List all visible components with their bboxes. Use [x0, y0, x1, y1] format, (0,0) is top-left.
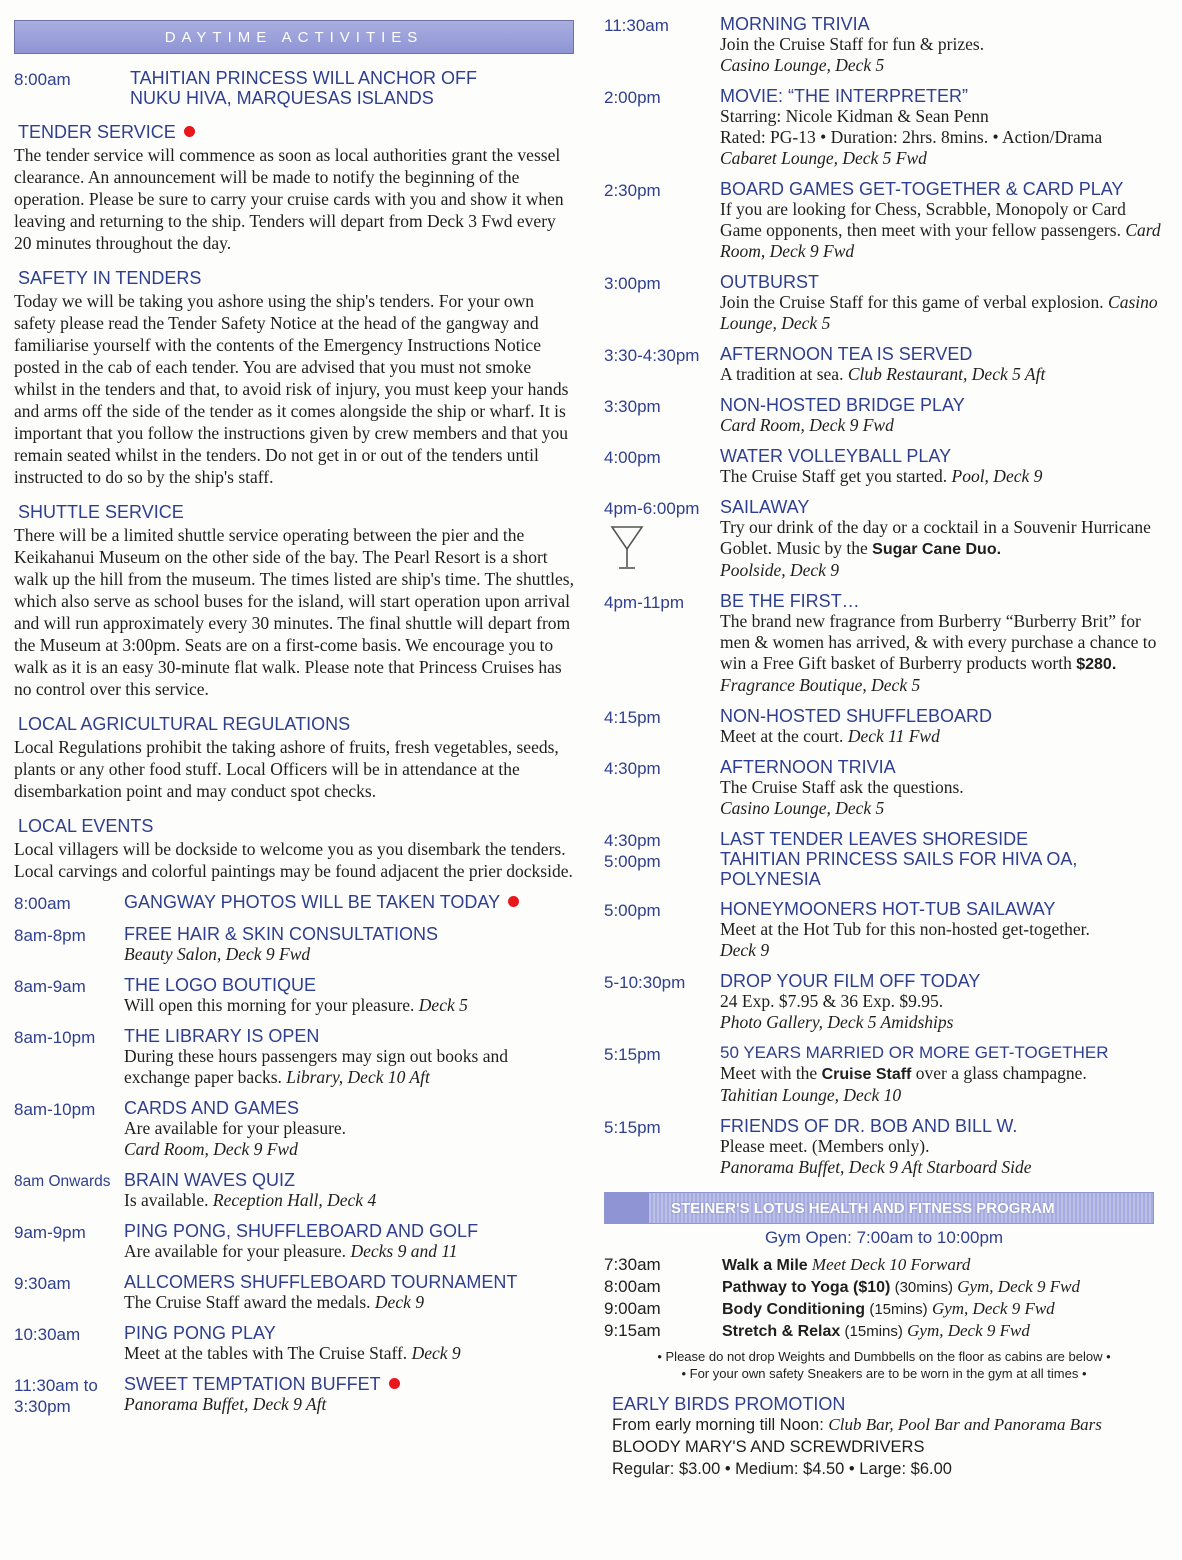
event-title: ALLCOMERS SHUFFLEBOARD TOURNAMENT [124, 1272, 518, 1292]
event-location: Card Room, Deck 9 Fwd [124, 1139, 298, 1159]
fitness-location: Meet Deck 10 Forward [811, 1255, 971, 1274]
event-time: 3:30pm [604, 397, 661, 416]
right-event-list [604, 14, 1164, 1178]
event-item [604, 591, 1164, 696]
event-item [14, 1026, 574, 1088]
event-desc: The Cruise Staff ask the questions. [720, 777, 964, 797]
event-time: 5-10:30pm [604, 973, 686, 992]
fitness-duration: (15mins) [844, 1323, 903, 1340]
event-time: 8:00am [14, 70, 71, 89]
section-title: LOCAL EVENTS [18, 816, 154, 836]
event-item [604, 179, 1164, 262]
fitness-time: 9:15am [604, 1321, 661, 1340]
fitness-time: 9:00am [604, 1299, 661, 1318]
event-desc: Meet at the court. [720, 726, 844, 746]
event-item [604, 272, 1164, 334]
event-title: MORNING TRIVIA [720, 14, 870, 34]
section-text: The tender service will commence as soon as local authorities grant the vessel clearance. An announcement will be made to notify the beginning of the operation. Please be sure to carry your cruise cards with you and show it when leaving and returning to the ship. Tenders will depart from Deck 3 Fwd every 20 minutes throughout the day. [14, 145, 564, 253]
event-time: 5:00pm [604, 852, 661, 871]
fitness-duration: (15mins) [869, 1301, 928, 1318]
event-location: Card Room, Deck 9 Fwd [720, 415, 894, 435]
event-title: THE LIBRARY IS OPEN [124, 1026, 320, 1046]
event-location: Decks 9 and 11 [350, 1241, 458, 1261]
event-item [604, 14, 1164, 76]
event-time: 5:00pm [604, 901, 661, 920]
event-title: AFTERNOON TEA IS SERVED [720, 344, 973, 364]
event-time: 9:30am [14, 1274, 71, 1293]
event-title: AFTERNOON TRIVIA [720, 757, 896, 777]
event-time: 3:00pm [604, 274, 661, 293]
event-time: 4pm-11pm [604, 593, 684, 612]
event-title: HONEYMOONERS HOT-TUB SAILAWAY [720, 899, 1056, 919]
event-title: SAILAWAY [720, 497, 810, 517]
event-location: Panorama Buffet, Deck 9 Aft Starboard Side [720, 1157, 1032, 1177]
event-time: 11:30am [604, 16, 669, 35]
event-title: FREE HAIR & SKIN CONSULTATIONS [124, 924, 439, 944]
event-time: 3:30-4:30pm [604, 346, 700, 365]
event-desc: Join the Cruise Staff for this game of verbal explosion. [720, 292, 1104, 312]
section-title: TENDER SERVICE [18, 122, 176, 142]
event-item [14, 975, 574, 1016]
event-title: GANGWAY PHOTOS WILL BE TAKEN TODAY [124, 892, 501, 912]
event-time: 4:30pm [604, 759, 661, 778]
event-desc: A tradition at sea. [720, 364, 844, 384]
event-location: Panorama Buffet, Deck 9 Aft [124, 1394, 327, 1414]
event-item [604, 757, 1164, 819]
event-time: 8am-8pm [14, 926, 86, 945]
event-location: Reception Hall, Deck 4 [212, 1190, 377, 1210]
event-title: NON-HOSTED SHUFFLEBOARD [720, 706, 993, 726]
left-event-list [14, 892, 574, 1417]
info-section [14, 714, 574, 802]
event-item [604, 395, 1164, 436]
section-text: Local villagers will be dockside to welcome you as you disembark the tenders. Local carvings and colorful paintings may be found adjacent the prier dockside. [14, 839, 573, 881]
event-desc: Join the Cruise Staff for fun & prizes. [720, 34, 985, 54]
event-time: 8am-10pm [14, 1100, 96, 1119]
event-title: DROP YOUR FILM OFF TODAY [720, 971, 981, 991]
event-title: LAST TENDER LEAVES SHORESIDE [720, 829, 1029, 849]
event-time: 2:30pm [604, 181, 661, 200]
event-desc: Starring: Nicole Kidman & Sean Penn [720, 106, 989, 126]
event-desc: During these hours passengers may sign out books and exchange paper backs. [124, 1046, 508, 1087]
event-title: OUTBURST [720, 272, 819, 292]
event-time: 8am-9am [14, 977, 86, 996]
promo-title: EARLY BIRDS PROMOTION [612, 1394, 846, 1414]
section-text: There will be a limited shuttle service operating between the pier and the Keikahanui Museum on the other side of the bay. The Pearl Resort is a short walk up the hill from the museum. The times listed are ship's time. The shuttles, which also serve as school buses for the island, will start operation upon arrival and will run approximately every 30 minutes. The final shuttle will depart from the Museum at 3:00pm. Seats are on a first-come basis. We encourage you to walk as it is an easy 30-minute flat walk. Please note that Princess Cruises has no control over this service. [14, 525, 574, 699]
event-time: 4:15pm [604, 708, 661, 727]
event-location: Cabaret Lounge, Deck 5 Fwd [720, 148, 927, 168]
event-time: 10:30am [14, 1325, 81, 1344]
event-location: Tahitian Lounge, Deck 10 [720, 1085, 902, 1105]
event-item [14, 1098, 574, 1160]
event-item [604, 446, 1164, 487]
event-title: FRIENDS OF DR. BOB AND BILL W. [720, 1116, 1018, 1136]
event-desc: Is available. [124, 1190, 209, 1210]
event-time: 5:15pm [604, 1118, 661, 1137]
event-location: Library, Deck 10 Aft [286, 1067, 430, 1087]
daytime-activities-banner [14, 20, 574, 54]
fitness-location: Gym, Deck 9 Fwd [957, 1277, 1080, 1296]
event-item [14, 1374, 574, 1417]
info-section [14, 502, 574, 700]
event-desc: Will open this morning for your pleasure. [124, 995, 415, 1015]
event-location: Poolside, Deck 9 [720, 560, 840, 580]
event-item [604, 1043, 1164, 1106]
fitness-banner [604, 1192, 1154, 1224]
fitness-location: Gym, Deck 9 Fwd [931, 1299, 1055, 1318]
fitness-duration: (30mins) [894, 1279, 953, 1296]
event-highlight: Sugar Cane Duo. [872, 541, 1002, 558]
fitness-row [604, 1298, 1164, 1320]
banner-stripe [605, 1193, 649, 1223]
promo-prices: Regular: $3.00 • Medium: $4.50 • Large: $6.00 [612, 1460, 952, 1478]
fitness-class: Walk a Mile [722, 1257, 808, 1274]
event-title: BRAIN WAVES QUIZ [124, 1170, 296, 1190]
event-time: 8:00am [14, 894, 71, 913]
event-desc: Meet at the tables with The Cruise Staff. [124, 1343, 408, 1363]
event-location: Deck 11 Fwd [847, 726, 940, 746]
event-time: 8am Onwards [14, 1173, 111, 1190]
event-rating: Rated: PG-13 • Duration: 2hrs. 8mins. • Action/Drama [720, 127, 1103, 147]
event-location: Pool, Deck 9 [951, 466, 1043, 486]
event-highlight: $280. [1076, 656, 1117, 673]
left-column [14, 0, 574, 1417]
anchor-event [14, 68, 574, 108]
event-location: Deck 9 [374, 1292, 424, 1312]
event-item [604, 497, 1164, 581]
section-title: SHUTTLE SERVICE [18, 502, 184, 522]
fitness-row [604, 1254, 1164, 1276]
event-desc: Try our drink of the day or a cocktail in a Souvenir Hurricane Goblet. Music by the [720, 517, 1151, 558]
gym-note: • Please do not drop Weights and Dumbbells on the floor as cabins are below • [657, 1349, 1111, 1364]
event-time: 5:15pm [604, 1045, 661, 1064]
event-location: Casino Lounge, Deck 5 [720, 798, 885, 818]
event-item [14, 1323, 574, 1364]
promo-section [612, 1394, 1164, 1480]
event-item [604, 829, 1164, 889]
fitness-location: Gym, Deck 9 Fwd [907, 1321, 1030, 1340]
banner-label: DAYTIME ACTIVITIES [164, 28, 424, 46]
gym-hours: Gym Open: 7:00am to 10:00pm [764, 1228, 1004, 1247]
info-section [14, 122, 574, 254]
event-location: Photo Gallery, Deck 5 Amidships [720, 1012, 954, 1032]
event-item [604, 971, 1164, 1033]
event-location: Deck 5 [418, 995, 468, 1015]
event-title: THE LOGO BOUTIQUE [124, 975, 317, 995]
event-item [14, 892, 574, 914]
event-item [14, 1170, 574, 1211]
event-location: Casino Lounge, Deck 5 [720, 292, 1158, 333]
event-time: 11:30am to 3:30pm [14, 1376, 98, 1416]
event-location: Fragrance Boutique, Deck 5 [720, 675, 921, 695]
section-title: LOCAL AGRICULTURAL REGULATIONS [18, 714, 351, 734]
fitness-time: 8:00am [604, 1277, 661, 1296]
event-title: PING PONG, SHUFFLEBOARD AND GOLF [124, 1221, 479, 1241]
event-time: 8am-10pm [14, 1028, 96, 1047]
fitness-banner-label: STEINER'S LOTUS HEALTH AND FITNESS PROGRAM [671, 1199, 1055, 1217]
cocktail-glass-icon [610, 523, 644, 573]
event-desc: Are available for your pleasure. [124, 1241, 347, 1261]
event-title: WATER VOLLEYBALL PLAY [720, 446, 952, 466]
event-title: TAHITIAN PRINCESS SAILS FOR HIVA OA, POLYNESIA [720, 849, 1078, 889]
event-desc: If you are looking for Chess, Scrabble, Monopoly or Card Game opponents, then meet with your fellow passengers. [720, 199, 1126, 240]
event-location: Deck 9 [720, 940, 770, 960]
gym-note: • For your own safety Sneakers are to be worn in the gym at all times • [681, 1366, 1087, 1381]
event-title: BE THE FIRST… [720, 591, 860, 611]
event-desc-tail: over a glass champagne. [915, 1063, 1087, 1083]
fitness-class: Stretch & Relax [722, 1323, 841, 1340]
fitness-row [604, 1276, 1164, 1298]
event-highlight: Cruise Staff [821, 1066, 912, 1083]
fitness-class: Pathway to Yoga ($10) [722, 1279, 891, 1296]
red-dot-icon [389, 1378, 400, 1389]
event-item [14, 1221, 574, 1262]
event-desc: The brand new fragrance from Burberry “Burberry Brit” for men & women has arrived, & with every purchase a chance to win a Free Gift basket of Burberry products worth [720, 611, 1157, 673]
event-desc: Meet with the [720, 1063, 818, 1083]
event-desc: The Cruise Staff award the medals. [124, 1292, 371, 1312]
event-item [604, 1116, 1164, 1178]
event-desc: 24 Exp. $7.95 & 36 Exp. $9.95. [720, 991, 944, 1011]
event-title: MOVIE: “THE INTERPRETER” [720, 86, 969, 106]
event-title: CARDS AND GAMES [124, 1098, 300, 1118]
event-item [604, 899, 1164, 961]
event-item [14, 924, 574, 965]
event-time: 4:30pm [604, 831, 661, 850]
fitness-class: Body Conditioning [722, 1301, 866, 1318]
section-text: Today we will be taking you ashore using the ship's tenders. For your own safety please read the Tender Safety Notice at the head of the gangway and familiarise yourself with the contents of the Emergency Instructions Notice posted in the cab of each tender. You are advised that you must not smoke whilst in the tenders and that, to avoid risk of injury, you must keep your hands and arms off the side of the tender as it comes alongside the ship or wharf. It is important that you follow the instructions given by crew members and that you remain seated whilst in the tenders. Do not get in or out of the tenders until instructed to do so by the ship's staff. [14, 291, 569, 487]
promo-locations: Club Bar, Pool Bar and Panorama Bars [828, 1415, 1102, 1434]
event-title: BOARD GAMES GET-TOGETHER & CARD PLAY [720, 179, 1124, 199]
info-section [14, 268, 574, 488]
event-time: 4:00pm [604, 448, 661, 467]
fitness-time: 7:30am [604, 1255, 661, 1274]
promo-hours: From early morning till Noon: [612, 1416, 824, 1434]
event-location: Beauty Salon, Deck 9 Fwd [124, 944, 311, 964]
event-location: Card Room, Deck 9 Fwd [720, 220, 1161, 261]
info-section [14, 816, 574, 882]
event-location: Casino Lounge, Deck 5 [720, 55, 885, 75]
event-desc: Please meet. (Members only). [720, 1136, 930, 1156]
event-title: PING PONG PLAY [124, 1323, 276, 1343]
red-dot-icon [184, 126, 195, 137]
event-desc: The Cruise Staff get you started. [720, 466, 948, 486]
event-time: 2:00pm [604, 88, 661, 107]
event-item [14, 1272, 574, 1313]
event-desc: Meet at the Hot Tub for this non-hosted get-together. [720, 919, 1090, 939]
event-time: 4pm-6:00pm [604, 499, 700, 518]
event-title: TAHITIAN PRINCESS WILL ANCHOR OFF [130, 68, 478, 88]
section-title: SAFETY IN TENDERS [18, 268, 202, 288]
event-title: SWEET TEMPTATION BUFFET [124, 1374, 381, 1394]
event-item [604, 86, 1164, 169]
right-column [604, 6, 1164, 1480]
event-title: NUKU HIVA, MARQUESAS ISLANDS [130, 88, 434, 108]
event-title: NON-HOSTED BRIDGE PLAY [720, 395, 965, 415]
event-item [604, 706, 1164, 747]
event-time: 9am-9pm [14, 1223, 86, 1242]
promo-drinks: BLOODY MARY'S AND SCREWDRIVERS [612, 1438, 925, 1456]
fitness-row [604, 1320, 1164, 1342]
event-desc: Are available for your pleasure. [124, 1118, 347, 1138]
event-item [604, 344, 1164, 385]
event-location: Club Restaurant, Deck 5 Aft [847, 364, 1046, 384]
event-title: 50 YEARS MARRIED OR MORE GET-TOGETHER [720, 1043, 1109, 1062]
section-text: Local Regulations prohibit the taking ashore of fruits, fresh vegetables, seeds, plants or any other food stuff. Local Officers will be in attendance at the disembarkation point and may conduct spot checks. [14, 737, 559, 801]
event-location: Deck 9 [411, 1343, 461, 1363]
fitness-program [604, 1192, 1164, 1382]
red-dot-icon [508, 896, 519, 907]
